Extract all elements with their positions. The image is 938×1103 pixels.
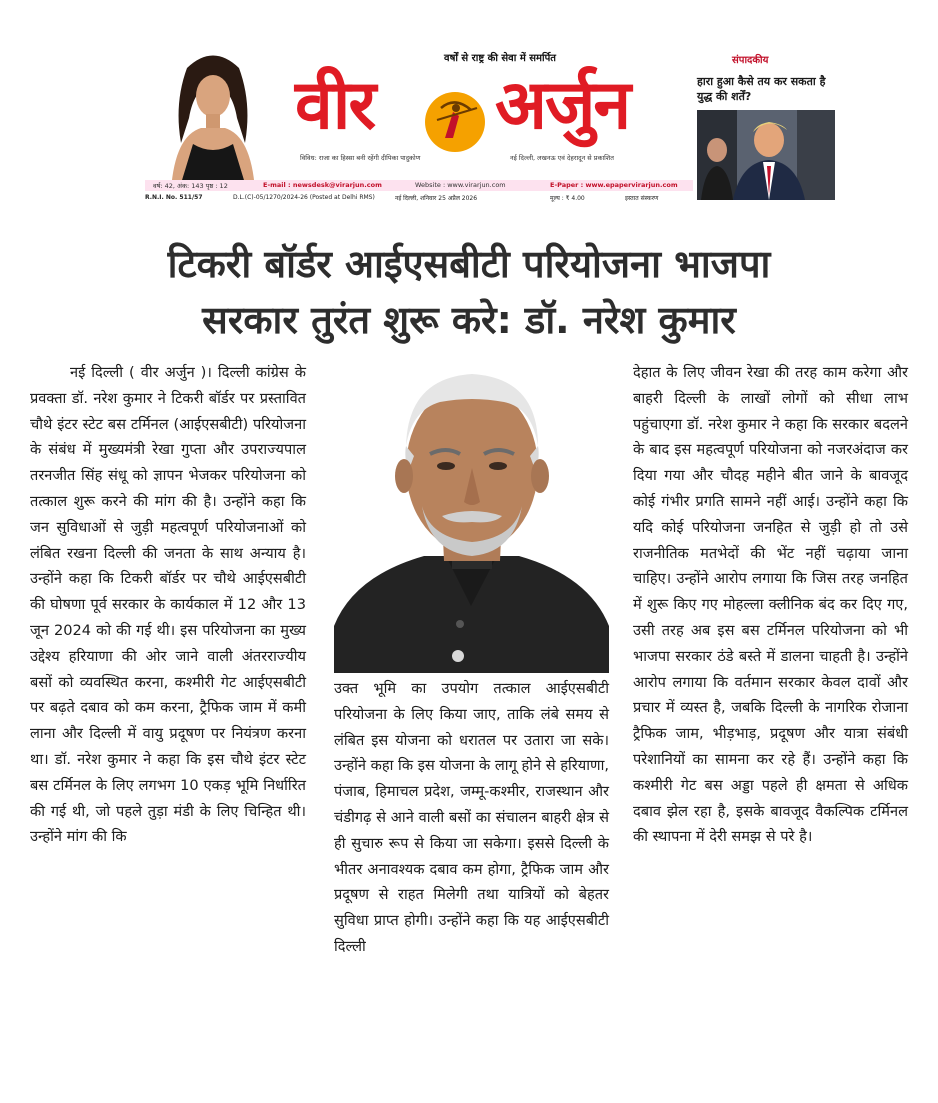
editorial-photo (697, 110, 835, 200)
rni-number: R.N.I. No. 511/57 (145, 194, 203, 201)
editorial-teaser[interactable] (697, 52, 837, 104)
article-column-1: नई दिल्ली ( वीर अर्जुन )। दिल्ली कांग्रेस के प्रवक्ता डॉ. नरेश कुमार ने टिकरी बॉर्डर पर प्रस्तावित चौथे इंटर स्टेट बस टर्मिनल (आईएसबीटी) परियोजना के संबंध में मुख्यमंत्री रेखा गुप्ता और उपराज्यपाल तरनजीत सिंह संधू को ज्ञापन भेजकर परियोजना को तत्काल शुरू करने की मांग की है। उन्होंने कहा कि जन सुविधाओं से जुड़ी महत्वपूर्ण परियोजनाओं को लंबित रखना दिल्ली की जनता के साथ अन्याय है। उन्होंने कहा कि टिकरी बॉर्डर पर चौथे आईएसबीटी की घोषणा पूर्व सरकार के कार्यकाल में 12 और 13 जून 2024 को की गई थी। इस परियोजना का मुख्य उद्देश्य हरियाणा की ओर जाने वाली अंतरराज्यीय बसों को व्यवस्थित करना, कश्मीरी गेट आईएसबीटी पर बढ़ते दबाव को कम करना, ट्रैफिक जाम में कमी लाना और दिल्ली में वायु प्रदूषण पर नियंत्रण करना था। डॉ. नरेश कुमार ने कहा कि इस चौथे इंटर स्टेट बस टर्मिनल के लिए लगभग 10 एकड़ भूमि निर्धारित की गई थी, जो पहले तुड़ा मंडी के लिए चिन्हित थी। उन्होंने मांग की कि (30, 364, 306, 846)
epaper-link[interactable]: E-Paper : www.epapervirarjun.com (550, 181, 678, 189)
issue-info: वर्ष: 42, अंक: 143 पृष्ठ : 12 (153, 182, 228, 190)
newspaper-logo[interactable] (295, 60, 690, 160)
logo-word-arjun: अर्जुन (495, 66, 630, 145)
email-link[interactable]: E-mail : newsdesk@virarjun.com (263, 181, 382, 189)
editorial-headline: हारा हुआ कैसे तय कर सकता है युद्ध की शर्तें? (697, 75, 826, 103)
article-column-3: देहात के लिए जीवन रेखा की तरह काम करेगा और बाहरी दिल्ली के लाखों लोगों को सीधा लाभ पहुंचाएगा डॉ. नरेश कुमार ने कहा कि सरकार बदलने के बाद इस महत्वपूर्ण परियोजना को नजरअंदाज कर दिया गया और चौदह महीने बीत जाने के बावजूद कोई गंभीर प्रगति सामने नहीं आई। उन्होंने कहा कि यदि कोई परियोजना जनहित से जुड़ी हो तो उसे राजनीतिक मतभेदों की भेंट नहीं चढ़ाया जाना चाहिए। उन्होंने आरोप लगाया कि जिस तरह जनहित में शुरू किए गए मोहल्ला क्लीनिक बंद कर दिए गए, उसी तरह अब इस बस टर्मिनल परियोजना को भी भाजपा सरकार ठंडे बस्ते में डालना चाहती है। उन्होंने आरोप लगाया कि वर्तमान सरकार केवल दावों और प्रचार में व्यस्त है, जबकि दिल्ली के नागरिक रोजाना ट्रैफिक जाम, भीड़भाड़, प्रदूषण और यात्रा संबंधी परेशानियों का सामना कर रहे हैं। उन्होंने कहा कि कश्मीरी गेट बस अड्डा पहले ही क्षमता से अधिक दबाव झेल रहा है, इसके बावजूद वैकल्पिक टर्मिनल की स्थापना में देरी समझ से परे है। (633, 364, 908, 846)
headline-line-1: टिकरी बॉर्डर आईएसबीटी परियोजना भाजपा (167, 242, 771, 286)
masthead-info-strip (145, 180, 693, 191)
issue-date: नई दिल्ली, शनिवार 25 अप्रैल 2026 (395, 195, 478, 202)
postal-registration: D.L.(C)-05/1270/2024-26 (Posted at Delhi RMS) (233, 194, 375, 201)
actress-photo (157, 48, 269, 190)
masthead-editions: नई दिल्ली, लखनऊ एवं देहरादून से प्रकाशित (510, 154, 614, 162)
edition-label: इस्तात संस्करण (625, 195, 659, 202)
masthead-feature-note: विविध: राजा का हिस्सा बनी रहेंगी दीपिका पादुकोण (300, 154, 421, 162)
editorial-label: संपादकीय (732, 55, 769, 66)
archer-emblem-icon (423, 90, 487, 154)
logo-word-veer: वीर (295, 66, 375, 145)
masthead (145, 40, 840, 208)
headline-line-2: सरकार तुरंत शुरू करे: डॉ. नरेश कुमार (202, 298, 736, 342)
website-link[interactable]: Website : www.virarjun.com (415, 181, 506, 189)
spokesperson-photo (334, 356, 609, 673)
masthead-rni-line (145, 194, 693, 204)
article-headline (0, 236, 938, 348)
article-column-2: उक्त भूमि का उपयोग तत्काल आईएसबीटी परियोजना के लिए किया जाए, ताकि लंबे समय से लंबित इस योजना को धरातल पर उतारा जा सके। उन्होंने कहा कि इस योजना के लागू होने से हरियाणा, पंजाब, हिमाचल प्रदेश, जम्मू-कश्मीर, राजस्थान और चंडीगढ़ से आने वाली बसों का संचालन बाहरी क्षेत्र से ही सुचारु रूप से किया जा सकेगा। इससे दिल्ली के भीतर अनावश्यक दबाव कम होगा, ट्रैफिक जाम और प्रदूषण से राहत मिलेगी तथा यात्रियों को बेहतर सुविधा प्राप्त होगी। उन्होंने कहा कि यह आईएसबीटी दिल्ली (334, 680, 609, 955)
masthead-tagline: वर्षों से राष्ट्र की सेवा में समर्पित (444, 53, 556, 64)
price: मूल्य : ₹ 4.00 (550, 195, 585, 202)
